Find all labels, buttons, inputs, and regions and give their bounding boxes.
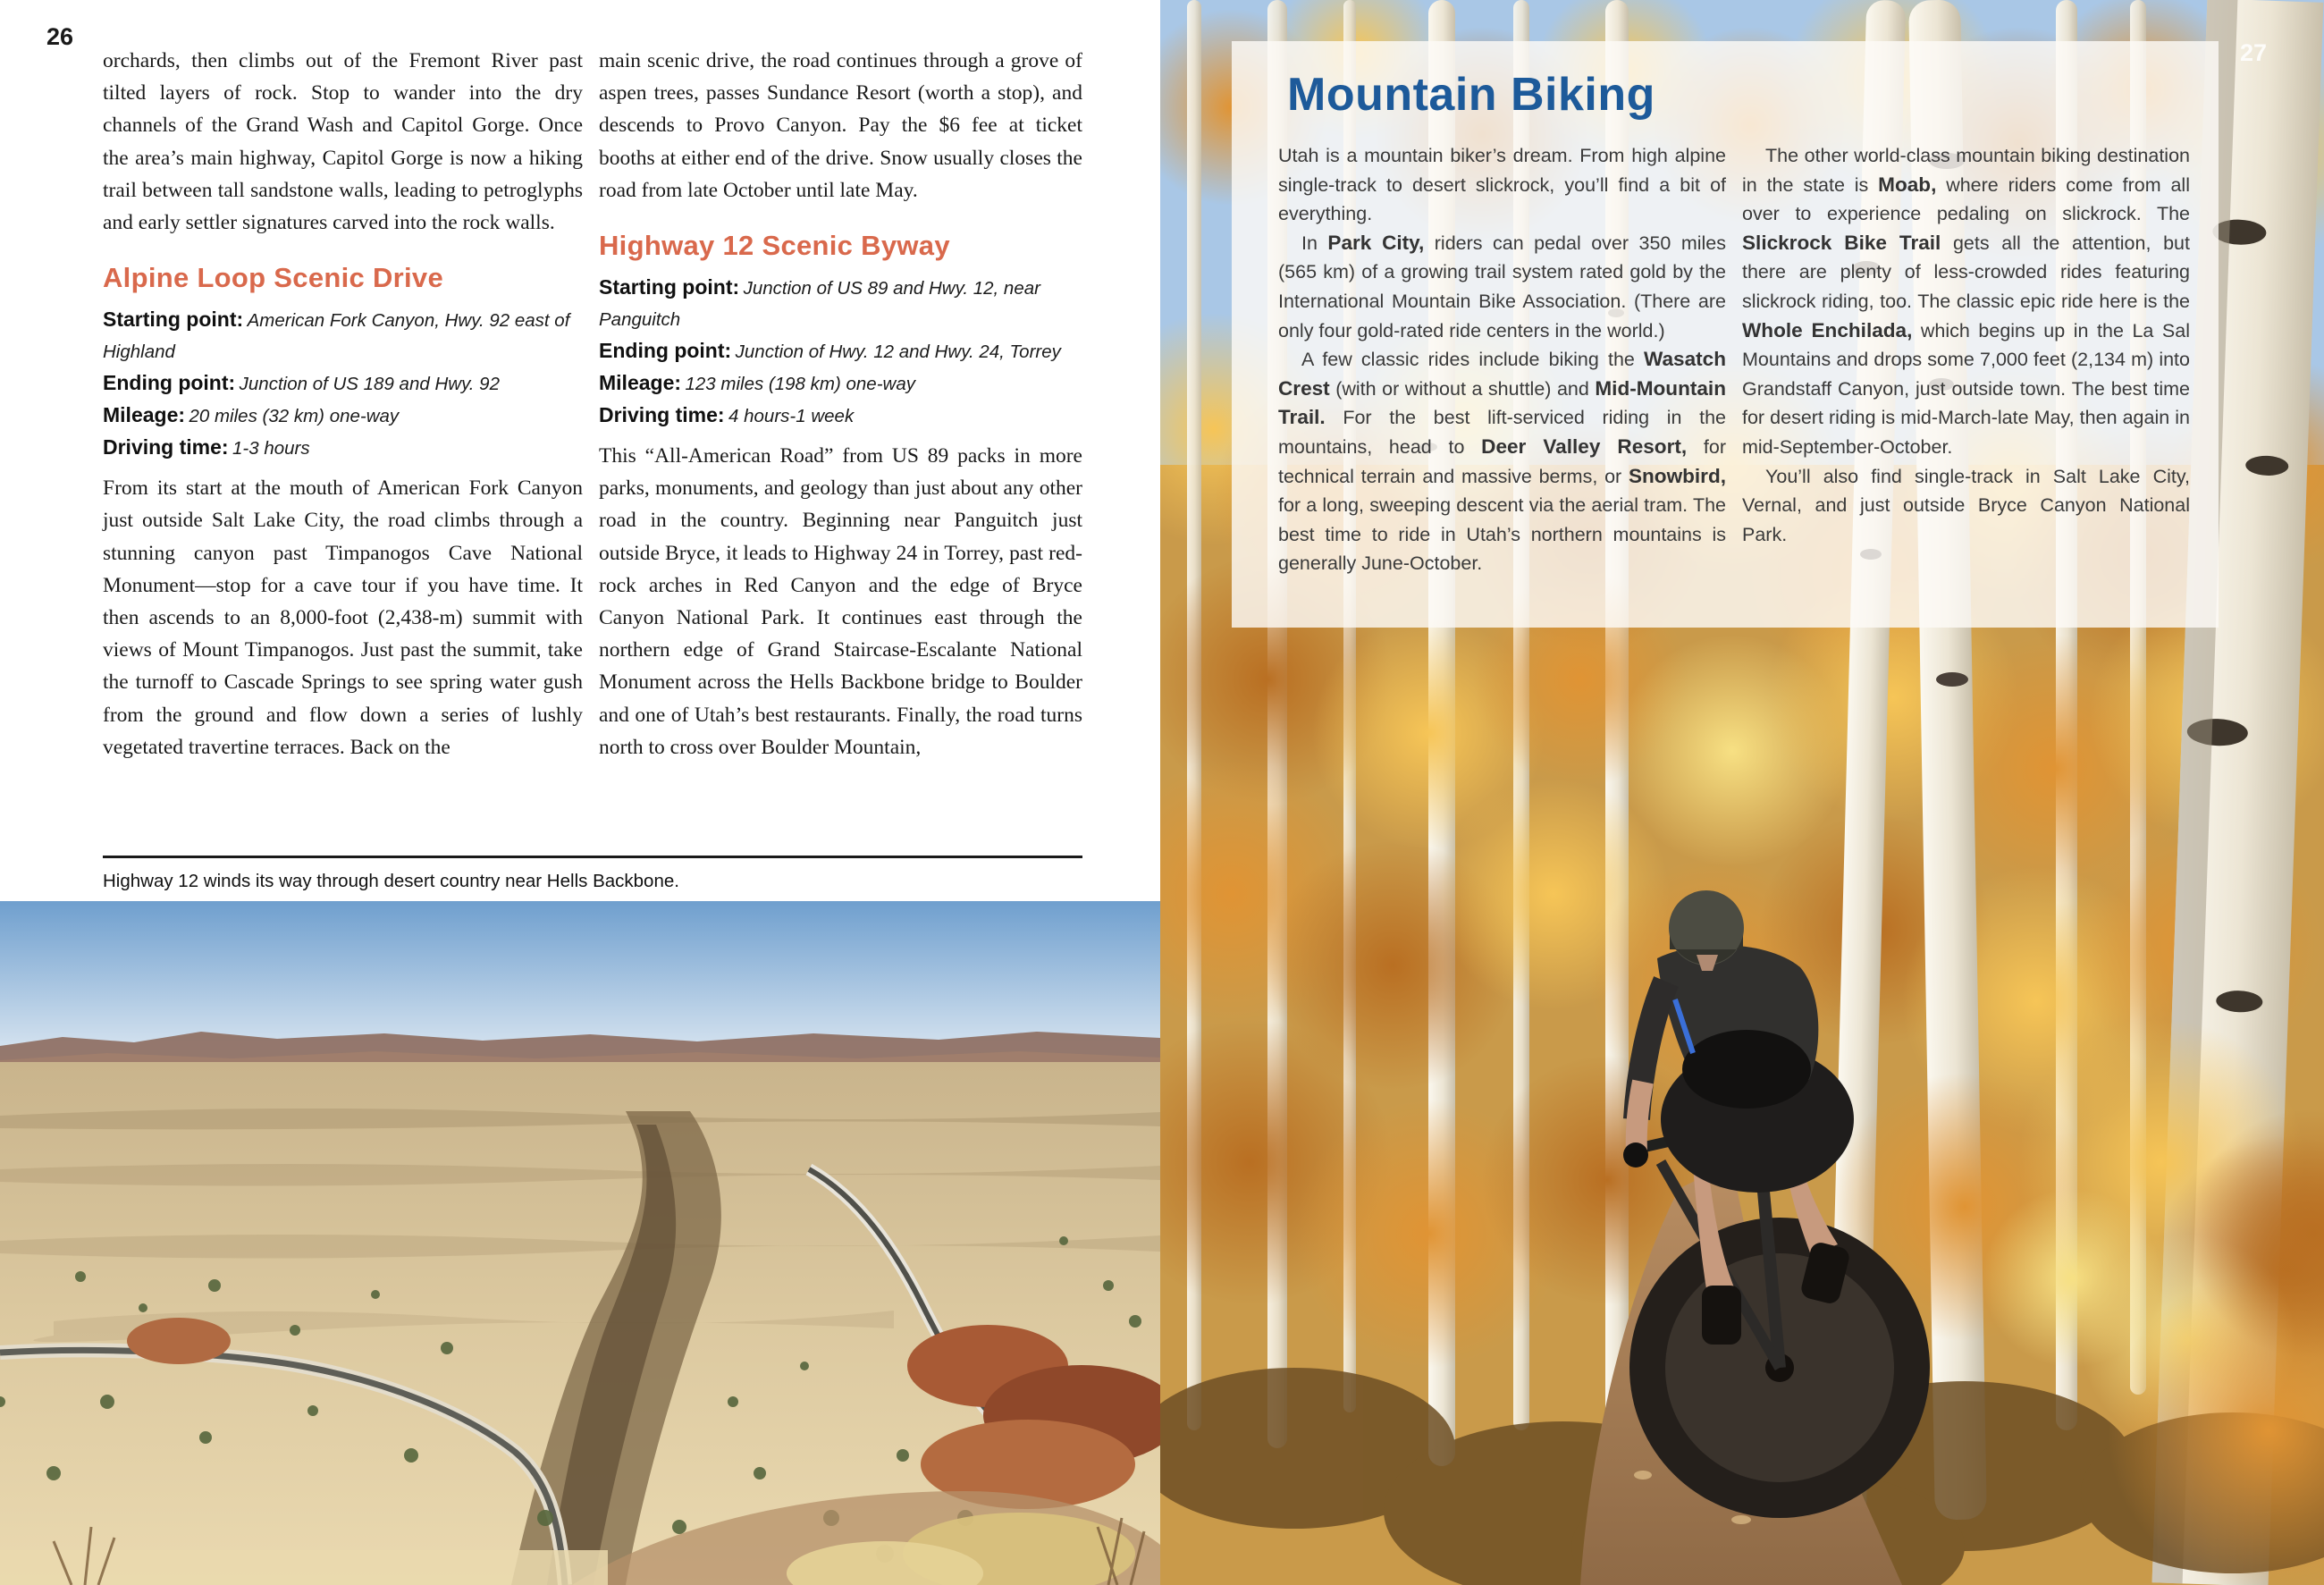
panel-column-2 [1742,141,2190,578]
page-number-right: 27 [2240,39,2268,66]
section-title: Mountain Biking [1287,69,1655,121]
paragraph: You’ll also find single-track in Salt Lake City, Vernal, and just outside Bryce Canyon National Park. [1742,465,2190,545]
paragraph: The other world-class mountain biking destination in the state is Moab, where riders come from all over to experience pedaling on slickrock. The Slickrock Bike Trail gets all the attention, but there are plenty of less-crowded rides featuring slickrock riding, too. The classic epic ride here is the Whole Enchilada, which begins up in the La Sal Mountains and drops some 7,000 feet (2,134 m) into Grandstaff Canyon, just outside town. The best time for desert riding is mid-March-late May, then again in mid-September-October. [1742,145,2190,458]
detail-row: Mileage: 123 miles (198 km) one-way [599,371,915,395]
photo-caption: Highway 12 winds its way through desert country near Hells Backbone. [103,871,679,891]
detail-row: Driving time: 4 hours-1 week [599,403,855,427]
paragraph-col2-continued: main scenic drive, the road continues through a grove of aspen trees, passes Sundance Resort (worth a stop), and descends to Provo Canyon. Pay the $6 fee at ticket booths at either end of the drive. Snow usually closes the road from late October until late May. [599,49,1082,202]
detail-row: Starting point: Junction of US 89 and Hwy. 12, near Panguitch [599,275,1040,331]
paragraph-hwy12-body: This “All-American Road” from US 89 packs in more parks, monuments, and geology than just about any other road in the country. Beginning near Panguitch just outside Bryce, it leads to Highway 24 in Torrey, past red-rock arches in Red Canyon and the edge of Bryce Canyon National Park. It continues east through the northern edge of Grand Staircase-Escalante National Monument across the Hells Backbone bridge to Boulder and one of Utah’s best restaurants. Finally, the road turns north to cross over Boulder Mountain, [599,444,1082,759]
heading-alpine-loop: Alpine Loop Scenic Drive [103,262,444,294]
panel-column-1 [1278,141,1726,578]
panel-columns [1232,141,2219,578]
detail-row: Ending point: Junction of US 189 and Hwy. 92 [103,371,500,395]
paragraph: In Park City, riders can pedal over 350 miles (565 km) of a growing trail system rated gold by the International Mountain Bike Association. (There are only four gold-rated ride centers in the world.) [1278,231,1726,341]
left-column-1 [103,45,583,763]
left-column-2 [599,45,1082,763]
detail-row: Ending point: Junction of Hwy. 12 and Hwy. 24, Torrey [599,339,1061,363]
paragraph: Utah is a mountain biker’s dream. From high alpine single-track to desert slickrock, you’ll find a bit of everything. [1278,145,1726,225]
detail-row: Starting point: American Fork Canyon, Hwy. 92 east of Highland [103,308,570,363]
paragraph-alpine-body: From its start at the mouth of American Fork Canyon just outside Salt Lake City, the road climbs through a stunning canyon past Timpanogos Cave National Monument—stop for a cave tour if you have time. It then ascends to an 8,000-foot (2,438-m) summit with views of Mount Timpanogos. Just past the summit, take the turnoff to Cascade Springs to see spring water gush from the ground and flow down a series of lushly vegetated travertine terraces. Back on the [103,476,583,759]
paragraph-intro-continued: orchards, then climbs out of the Fremont River past tilted layers of rock. Stop to wander into the dry channels of the Grand Wash and Capitol Gorge. Once the area’s main highway, Capitol Gorge is now a hiking trail between tall sandstone walls, leading to petroglyphs and early settler signatures carved into the rock walls. [103,49,583,235]
caption-rule [103,856,1082,858]
detail-row: Mileage: 20 miles (32 km) one-way [103,403,400,427]
heading-highway-12: Highway 12 Scenic Byway [599,230,950,262]
mountain-biking-panel [1232,41,2219,628]
page-number-left: 26 [46,23,74,50]
detail-row: Driving time: 1-3 hours [103,435,310,459]
desert-canyon-photo [0,901,1160,1585]
paragraph: A few classic rides include biking the Wasatch Crest (with or without a shuttle) and Mid-Mountain Trail. For the best lift-serviced riding in the mountains, head to Deer Valley Resort, for technical terrain and massive berms, or Snowbird, for a long, sweeping descent via the aerial tram. The best time to ride in Utah’s northern mountains is generally June-October. [1278,348,1726,575]
